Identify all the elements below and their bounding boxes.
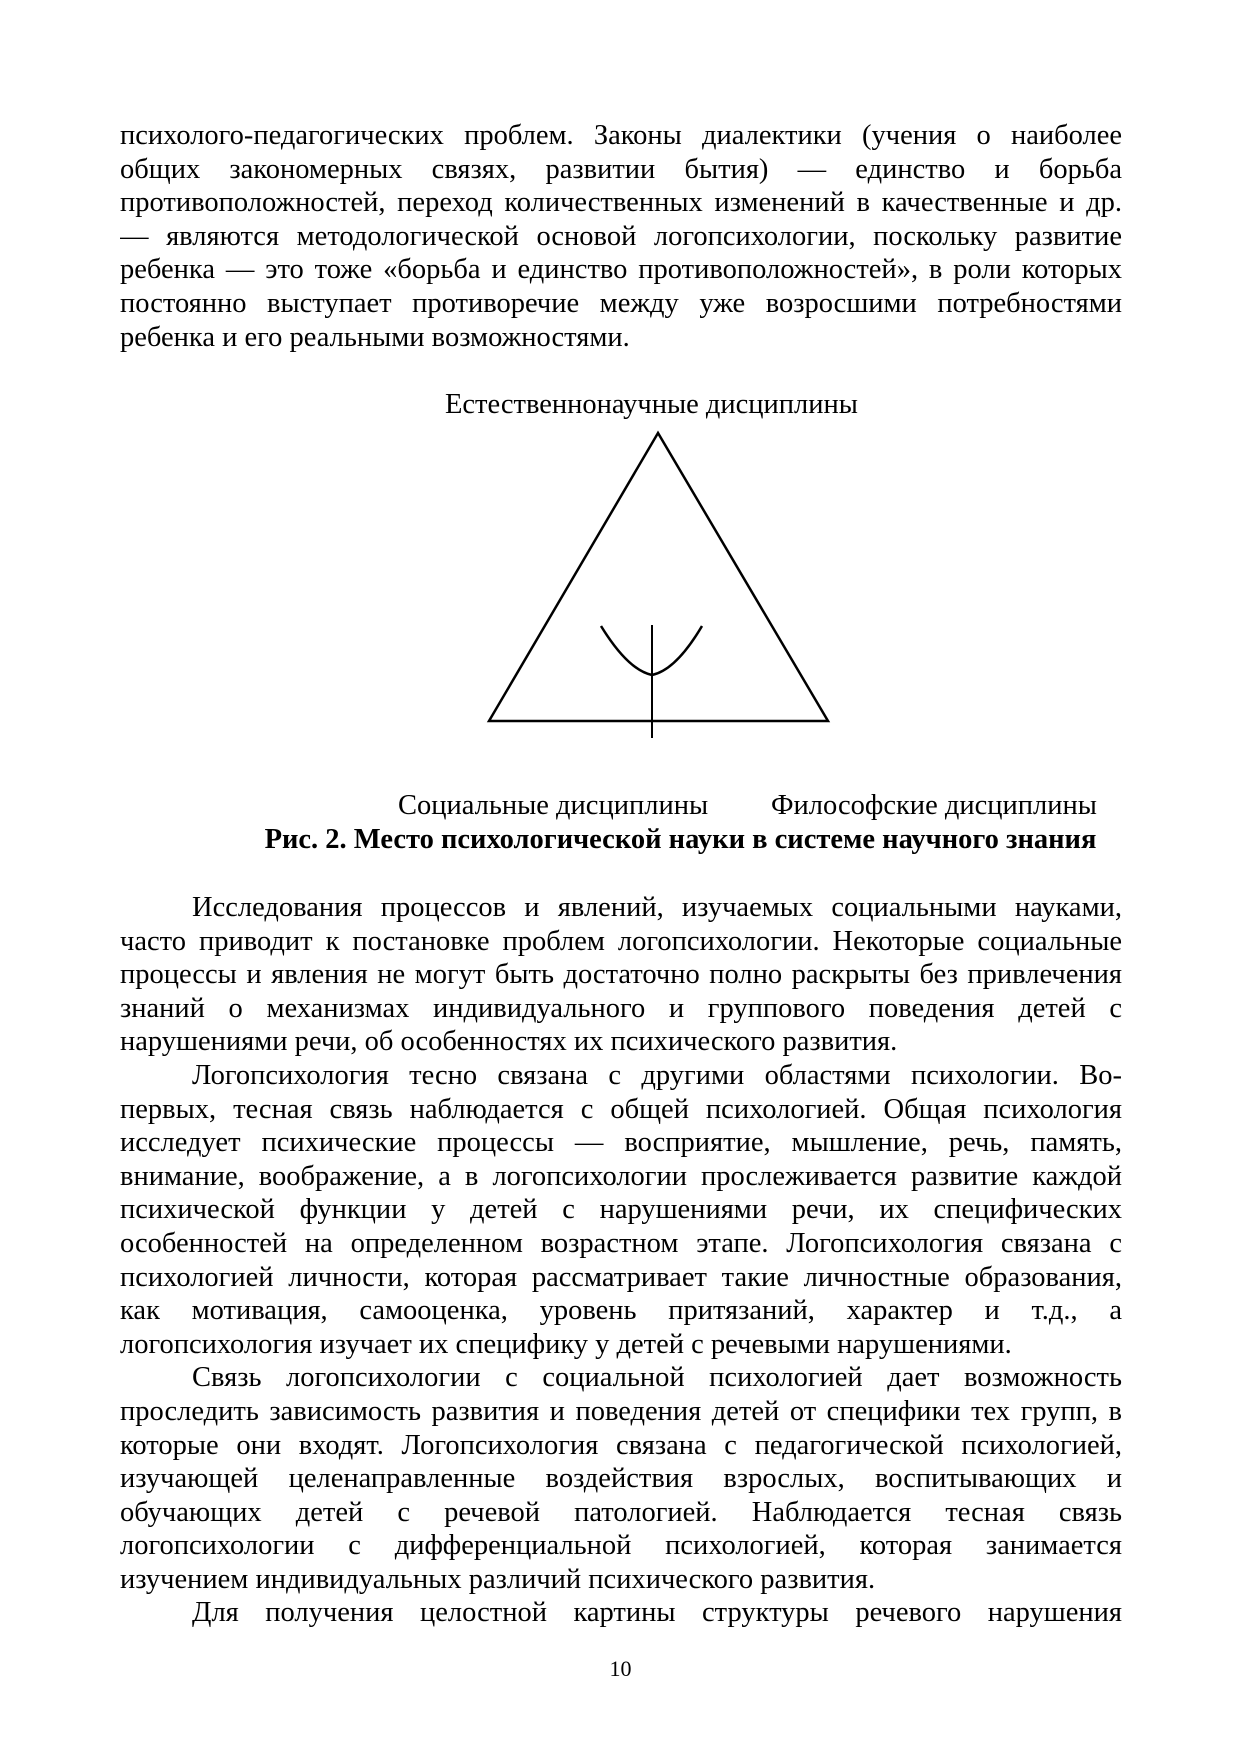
- text-line: психической функции у детей с нарушениями речи, их специфических: [120, 1194, 1122, 1226]
- text-line: проследить зависимость развития и поведения детей от специфики тех групп, в: [120, 1395, 1122, 1427]
- text-line: часто приводит к постановке проблем логопсихологии. Некоторые социальные: [120, 925, 1122, 957]
- text-line: как мотивация, самооценка, уровень притязаний, характер и т.д., а: [120, 1295, 1122, 1327]
- triangle-shape: [489, 433, 828, 721]
- text-line: — являются методологической основой логопсихологии, поскольку развитие: [120, 220, 1122, 252]
- text-line: Логопсихология тесно связана с другими областями психологии. Во-: [192, 1059, 1122, 1091]
- text-line: процессы и явления не могут быть достаточно полно раскрыты без привлечения: [120, 959, 1122, 991]
- label-natural-sciences: Естественнонаучные дисциплины: [445, 389, 858, 420]
- text-line: первых, тесная связь наблюдается с общей психологией. Общая психология: [120, 1093, 1122, 1125]
- text-line: психологией личности, которая рассматривает такие личностные образования,: [120, 1261, 1122, 1293]
- page-number: 10: [609, 1656, 632, 1681]
- label-social-disciplines: Социальные дисциплины: [398, 790, 709, 821]
- text-line: Исследования процессов и явлений, изучаемых социальными науками,: [192, 892, 1122, 923]
- text-line: Связь логопсихологии с социальной психологией дает возможность: [192, 1362, 1122, 1394]
- text-line: нарушениями речи, об особенностях их психического развития.: [120, 1026, 898, 1058]
- text-line: ребенка — это тоже «борьба и единство противоположностей», в роли которых: [120, 254, 1122, 286]
- text-line: особенностей на определенном возрастном этапе. Логопсихология связана с: [120, 1227, 1122, 1259]
- text-line: которые они входят. Логопсихология связана с педагогической психологией,: [120, 1429, 1122, 1461]
- text-line: логопсихология изучает их специфику у детей с речевыми нарушениями.: [120, 1328, 1012, 1360]
- figure-caption: [0, 823, 1241, 857]
- text-line: Для получения целостной картины структуры речевого нарушения: [192, 1597, 1122, 1629]
- text-line: изучением индивидуальных различий психического развития.: [120, 1563, 876, 1595]
- body-text: [120, 891, 1122, 1630]
- text-line: противоположностей, переход количественных изменений в качественные и др.: [120, 187, 1122, 219]
- figure-caption-text: Рис. 2. Место психологической науки в системе научного знания: [264, 824, 1097, 855]
- text-line: исследует психические процессы — восприятие, мышление, речь, память,: [120, 1127, 1122, 1159]
- text-line: общих закономерных связях, развитии бытия) — единство и борьба: [120, 153, 1122, 185]
- label-philosophical-disciplines: Философские дисциплины: [771, 790, 1097, 821]
- text-line: знаний о механизмах индивидуального и группового поведения детей с: [120, 992, 1122, 1024]
- text-line: изучающей целенаправленные воздействия взрослых, воспитывающих и: [120, 1463, 1122, 1495]
- text-line: логопсихологии с дифференциальной психологией, которая занимается: [120, 1530, 1122, 1562]
- text-line: психолого-педагогических проблем. Законы диалектики (учения о наиболее: [120, 120, 1122, 151]
- text-line: внимание, воображение, а в логопсихологии прослеживается развитие каждой: [120, 1160, 1122, 1192]
- text-line: обучающих детей с речевой патологией. Наблюдается тесная связь: [120, 1496, 1122, 1528]
- text-line: постоянно выступает противоречие между уже возросшими потребностями: [120, 287, 1122, 319]
- text-line: ребенка и его реальными возможностями.: [120, 321, 630, 353]
